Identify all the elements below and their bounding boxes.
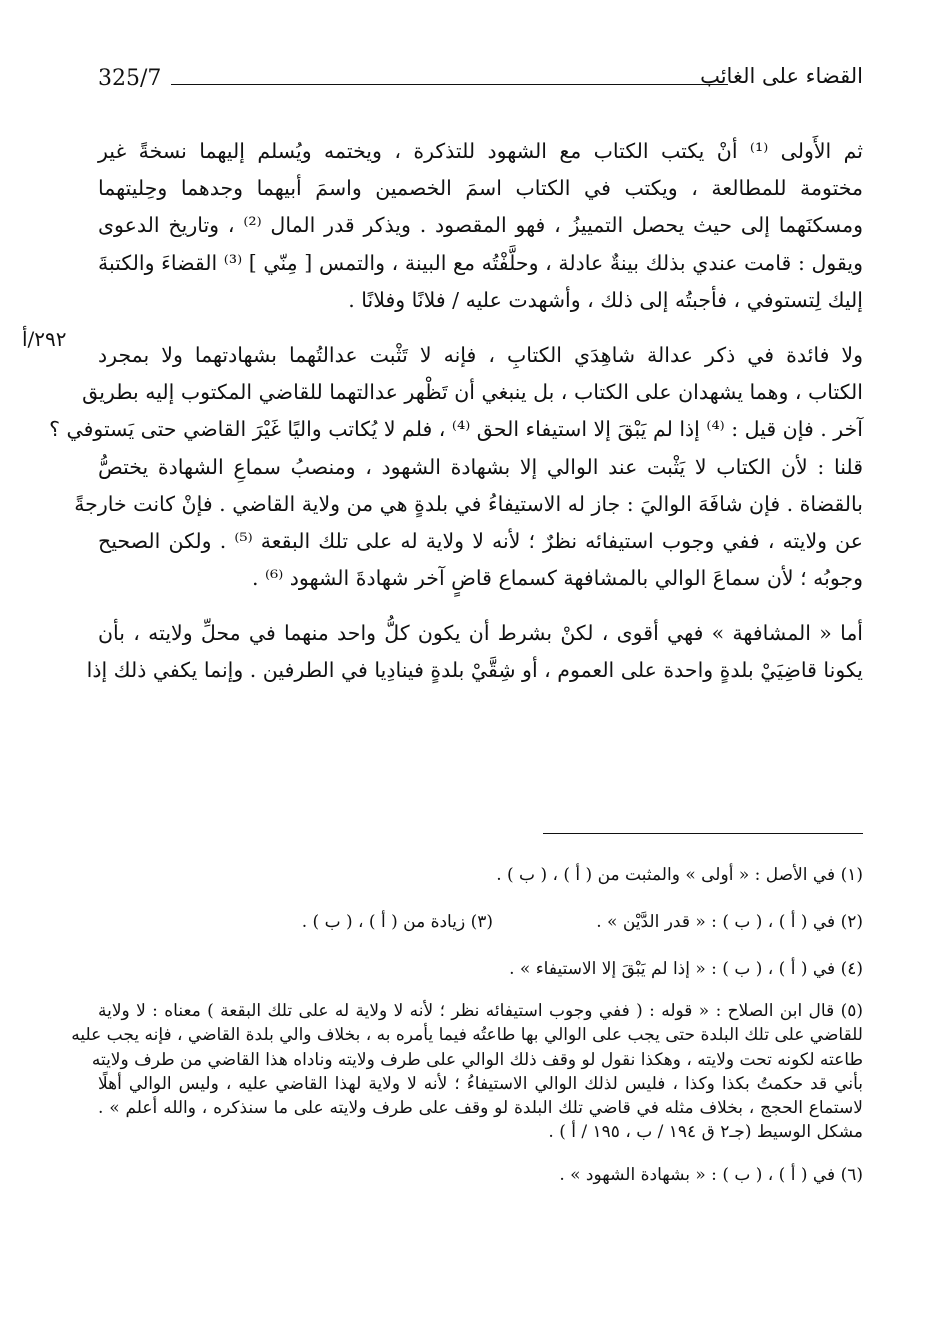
text-line: مختومة للمطالعة ، ويكتب في الكتاب اسمَ الخصمين واسمَ أبيهما وجدهما وحِليتهما <box>98 176 863 201</box>
footnote-line: للقاضي على تلك البلدة حتى يجب على الوالي بها طاعتُه فيما يأمره به ، بخلاف والي بلدة القاضي ، فإنه يجب عليه <box>71 1025 863 1046</box>
header-rule <box>171 84 728 85</box>
footnote-3: (٣) زيادة من ( أ ) ، ( ب ) . <box>301 912 493 932</box>
text-line: أما « المشافهة » فهي أقوى ، لكنْ بشرط أن يكون كلُّ واحد منهما في محلِّ ولايته ، بأن <box>98 621 863 646</box>
footnote-4: (٤) في ( أ ) ، ( ب ) : « إذا لم يَبْقَ إلا الاستيفاء » . <box>509 959 863 979</box>
text-line: الكتاب ، وهما يشهدان على الكتاب ، بل ينبغي أن تَظْهر عدالتهما للقاضي المكتوب إليه بطريق <box>82 380 863 405</box>
footnote-6: (٦) في ( أ ) ، ( ب ) : « بشهادة الشهود » . <box>559 1164 863 1185</box>
text-line: وجوبُه ؛ لأن سماعَ الوالي بالمشافهة كسماع قاضٍ آخر شهادةَ الشهود ⁽⁶⁾ . <box>251 566 863 591</box>
text-line: ولا فائدة في ذكر عدالة شاهِدَي الكتابِ ، فإنه لا تَثْبت عدالتُهما بشهادتهما ولا بمجرد <box>98 342 863 367</box>
text-line: آخر . فإن قيل : ⁽⁴⁾ إذا لم يَبْقَ إلا استيفاء الحق ⁽⁴⁾ ، فلم لا يُكاتب واليًا غَيْرَ القاضي حتى يَستوفي ؟ <box>49 417 863 442</box>
footnote-5 <box>71 999 863 1145</box>
text-line: يكونا قاضِيَيْ بلدةٍ واحدة على العموم ، أو شِقَّيْ بلدةٍ فينادِيا في الطرفين . وإنما يكفي ذلك إذا <box>86 658 863 683</box>
text-line: عن ولايته ، ففي وجوب استيفائه نظرٌ ؛ لأنه لا ولاية له على تلك البقعة ⁽⁵⁾ . ولكن الصحيح <box>98 528 864 553</box>
footnote-line: لاستماع الحجج ، بخلاف مثله في قاضي تلك البلدة لو وقف على طرف ولايته على ما سنذكره ، والله أعلم » . <box>98 1098 863 1119</box>
footnote-line: طاعته لكونه تحت ولايته ، وهكذا نقول لو وقف ذلك الوالي على طرف ولايته وناداه هذا القاضي من طرف ولايته <box>91 1049 863 1070</box>
running-title: القضاء على الغائب <box>700 64 863 88</box>
footnote-row-2-3 <box>98 905 863 939</box>
footnote-line: مشكل الوسيط (جـ٢ ق ١٩٤ / ب ، ١٩٥ / أ ) . <box>548 1122 863 1143</box>
text-line: ثم الأَولى ⁽¹⁾ أنْ يكتب الكتاب مع الشهود للتذكرة ، ويختمه ويُسلم إليهما نسخةً غير <box>98 139 863 163</box>
main-text <box>49 133 864 690</box>
footnote-line: (٥) قال ابن الصلاح : « قوله : ( ففي وجوب استيفائه نظر ؛ لأنه لا ولاية له على تلك البقعة ) معناه : لا ولاية <box>98 1001 863 1021</box>
text-line: إليك لِتستوفي ، فأجبتُه إلى ذلك ، وأشهدت عليه / فلانًا وفلانًا . <box>348 287 863 312</box>
page-header <box>98 62 863 98</box>
footnotes <box>71 858 863 1205</box>
paragraph-3 <box>86 615 863 689</box>
text-line: ويقول : قامت عندي بذلك بينةٌ عادلة ، وحلَّفْتُه مع البينة ، والتمس [ مِنّي ] ⁽³⁾ القضاءَ والكتبةَ <box>98 250 863 275</box>
footnote-separator <box>543 833 863 834</box>
footnote-1: (١) في الأصل : « أولى » والمثبت من ( أ ) ، ( ب ) . <box>496 865 863 885</box>
text-line: ومسكنَهما إلى حيث يحصل التمييزُ ، فهو المقصود . ويذكر قدر المال ⁽²⁾ ، وتاريخ الدعوى <box>98 213 863 238</box>
paragraph-1 <box>98 133 863 319</box>
margin-folio-note: ٢٩٢/أ <box>22 327 67 351</box>
footnote-line: بأني قد حكمتُ بكذا وكذا ، فليس لذلك الوالي الاستيفاءُ ؛ لأنه لا ولاية لهذا القاضي عليه ، وليس الوالي أهلًا <box>98 1073 863 1094</box>
text-line: قلنا : لأن الكتاب لا يَثْبت عند الوالي إلا بشهادة الشهود ، ومنصبُ سماعِ الشهادة يختصُّ <box>98 454 863 479</box>
footnote-2: (٢) في ( أ ) ، ( ب ) : « قدر الدَّيْن » . <box>596 912 863 932</box>
paragraph-2 <box>49 337 864 597</box>
text-line: بالقضاة . فإن شافَهَ الواليَ : جاز له الاستيفاءُ في بلدةٍ هي من ولاية القاضي . فإنْ كانت خارجةً <box>74 491 863 516</box>
page-number: 325/7 <box>98 66 162 91</box>
